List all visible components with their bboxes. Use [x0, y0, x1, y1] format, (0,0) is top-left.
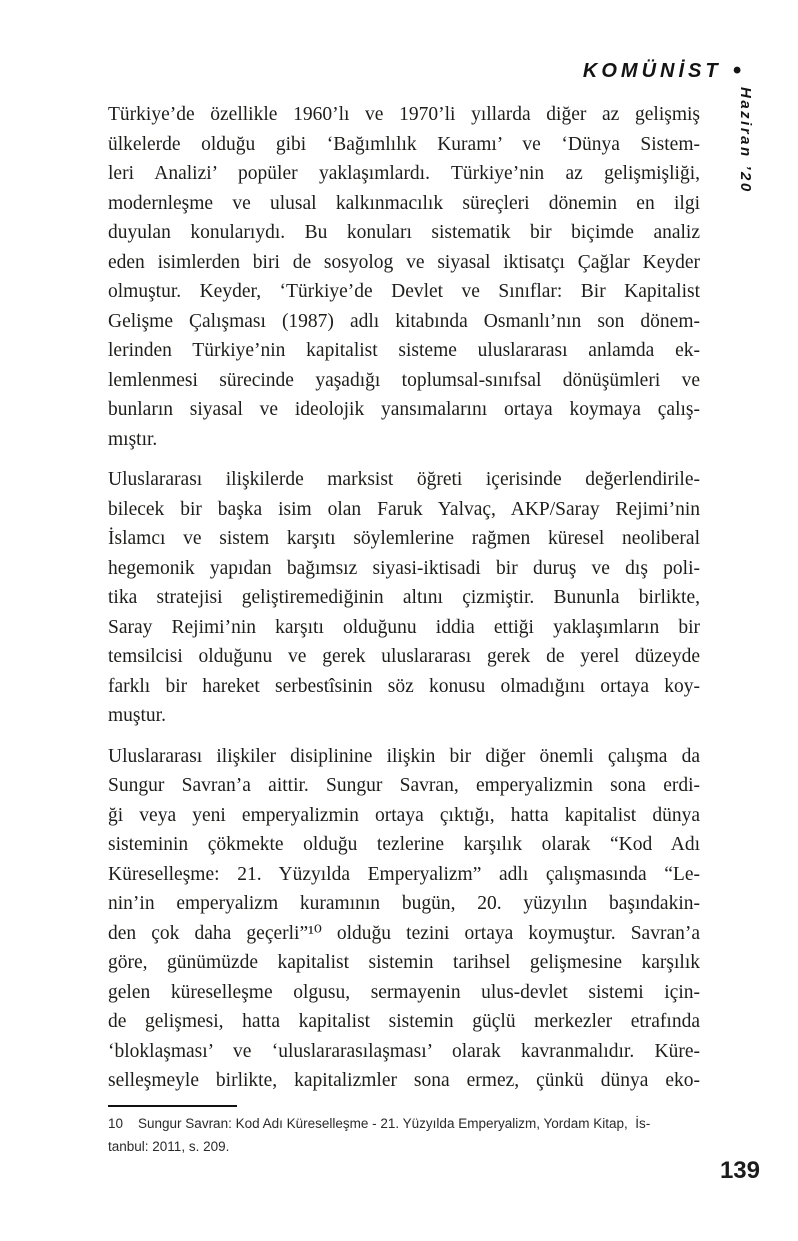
footnote-text-line: tanbul: 2011, s. 209. — [108, 1139, 230, 1154]
text-line: eden isimlerden biri de sosyolog ve siyasal iktisatçı Çağlar Keyder — [108, 251, 700, 273]
text-line: Uluslararası ilişkilerde marksist öğreti içerisinde değerlendirile- — [108, 469, 700, 490]
text-line: lerinden Türkiye’nin kapitalist sisteme uluslararası anlamda ek- — [108, 340, 700, 361]
paragraph — [108, 742, 700, 1096]
text-line: olmuştur. Keyder, ‘Türkiye’de Devlet ve Sınıflar: Bir Kapitalist — [108, 281, 700, 302]
paragraph — [108, 100, 700, 454]
text-line: mıştır. — [108, 428, 158, 450]
text-line: ülkelerde olduğu gibi ‘Bağımlılık Kuramı’ ve ‘Dünya Sistem- — [108, 133, 700, 155]
text-line: leri Analizi’ popüler yaklaşımlardı. Türkiye’nin az gelişmişliği, — [108, 163, 700, 184]
journal-title: KOMÜNİST — [582, 59, 722, 82]
text-line: Sungur Savran’a aittir. Sungur Savran, emperyalizmin sona erdi- — [108, 775, 700, 796]
text-line: modernleşme ve ulusal kalkınmacılık süreçleri dönemin en ilgi — [108, 192, 700, 214]
text-line: hegemonik yapıdan bağımsız siyasi-iktisadi bir duruş ve dış poli- — [108, 557, 700, 579]
text-line: lemlenmesi sürecinde yaşadığı toplumsal-sınıfsal dönüşümleri ve — [108, 369, 700, 391]
text-line: bunların siyasal ve ideolojik yansımalarını ortaya koymaya çalış- — [108, 399, 700, 420]
text-line: temsilcisi olduğunu ve gerek uluslararası gerek de yerel düzeyde — [108, 646, 700, 667]
text-line: sisteminin çökmekte olduğu tezlerine karşılık olarak “Kod Adı — [108, 834, 700, 855]
text-line: duyulan konularıydı. Bu konuları sistematik bir biçimde analiz — [108, 222, 700, 243]
bullet-icon: • — [732, 57, 741, 84]
text-line: den çok daha geçerli”¹⁰ olduğu tezini ortaya koymuştur. Savran’a — [108, 922, 700, 944]
body-text — [108, 100, 700, 1096]
text-line: de gelişmesi, hatta kapitalist sistemin güçlü merkezler etrafında — [108, 1011, 700, 1032]
text-line: selleşmeyle birlikte, kapitalizmler sona ermez, çünkü dünya eko- — [108, 1070, 700, 1091]
text-line: Uluslararası ilişkiler disiplinine ilişkin bir diğer önemli çalışma da — [108, 745, 700, 767]
text-line: muştur. — [108, 705, 166, 726]
text-line: Gelişme Çalışması (1987) adlı kitabında Osmanlı’nın son dönem- — [108, 310, 700, 332]
page-number: 139 — [719, 1157, 760, 1184]
running-header — [583, 59, 741, 83]
text-line: ‘bloklaşması’ ve ‘uluslararasılaşması’ olarak kavranmalıdır. Küre- — [108, 1040, 700, 1062]
text-line: nin’in emperyalizm kuramının bugün, 20. yüzyılın başındakin- — [108, 893, 700, 914]
footnote-text-line: 10 Sungur Savran: Kod Adı Küreselleşme - 21. Yüzyılda Emperyalizm, Yordam Kitap, İs- — [108, 1116, 651, 1131]
text-line: göre, günümüzde kapitalist sistemin tarihsel gelişmesine karşılık — [108, 952, 700, 973]
footnote-rule — [108, 1105, 237, 1107]
text-line: İslamcı ve sistem karşıtı söylemlerine rağmen küresel neoliberal — [108, 528, 700, 549]
text-line: Türkiye’de özellikle 1960’lı ve 1970’li yıllarda diğer az gelişmiş — [108, 104, 700, 125]
text-line: gelen küreselleşme olgusu, sermayenin ulus-devlet sistemi için- — [108, 981, 700, 1003]
paragraph — [108, 465, 700, 731]
text-line: ği veya yeni emperyalizmin ortaya çıktığı, hatta kapitalist dünya — [108, 804, 700, 826]
text-line: bilecek bir başka isim olan Faruk Yalvaç, AKP/Saray Rejimi’nin — [108, 498, 700, 520]
text-line: Küreselleşme: 21. Yüzyılda Emperyalizm” adlı çalışmasında “Le- — [108, 863, 700, 885]
text-line: tika stratejisi geliştiremediğinin altını çizmiştir. Bununla birlikte, — [108, 587, 700, 608]
text-line: Saray Rejimi’nin karşıtı olduğunu iddia ettiği yaklaşımların bir — [108, 616, 700, 638]
text-line: farklı bir hareket serbestîsinin söz konusu olmadığını ortaya koy- — [108, 675, 700, 697]
issue-date-vertical: Haziran ’20 — [737, 87, 754, 194]
footnote — [108, 1105, 700, 1158]
